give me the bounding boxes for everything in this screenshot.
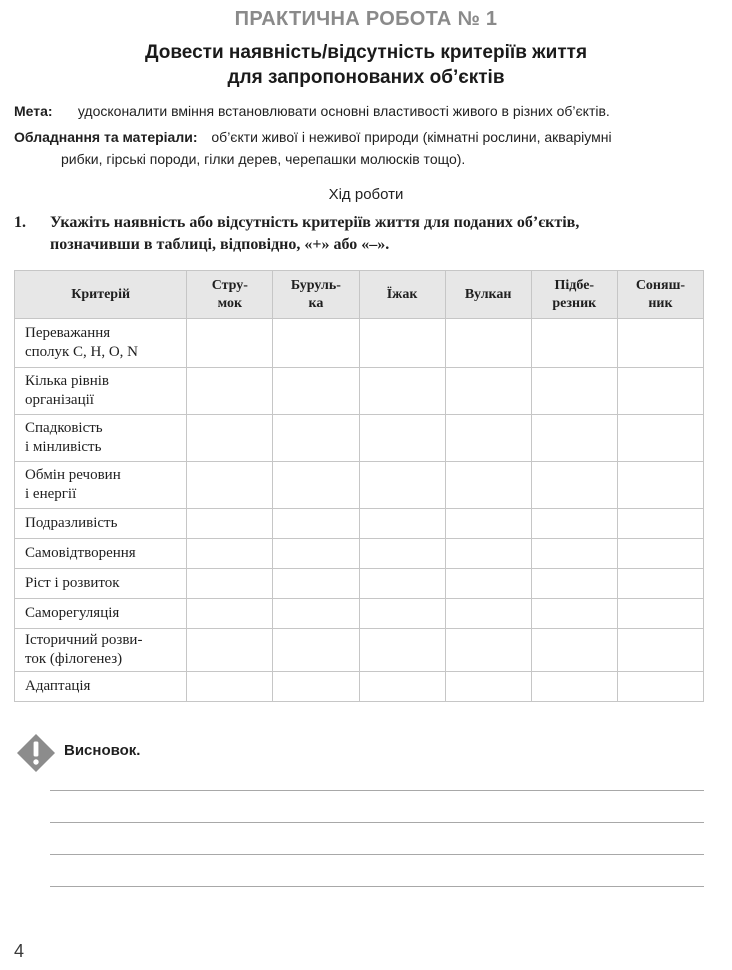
answer-cell[interactable] [617,539,703,569]
equipment-section [14,126,714,170]
answer-cell[interactable] [359,509,445,539]
answer-cell[interactable] [531,569,617,599]
table-row [15,319,704,368]
criterion-cell: Подразливість [15,509,187,539]
answer-cell[interactable] [359,462,445,509]
answer-cell[interactable] [445,539,531,569]
answer-cell[interactable] [617,462,703,509]
criterion-cell: Спадковість і мінливість [15,415,187,462]
criterion-cell: Адаптація [15,672,187,702]
answer-cell[interactable] [531,599,617,629]
subtitle-line-2: для запропонованих об’єктів [227,67,505,88]
answer-cell[interactable] [445,599,531,629]
conclusion-label: Висновок. [64,742,141,759]
column-header-object: Підбе- резник [531,271,617,319]
goal-label: Мета: [14,103,53,119]
table-row [15,368,704,415]
answer-cell[interactable] [617,319,703,368]
goal-section [14,100,714,122]
answer-cell[interactable] [273,599,359,629]
answer-cell[interactable] [273,368,359,415]
equipment-text-line-2: рибки, гірські породи, гілки дерев, черепашки молюсків тощо). [61,151,466,167]
answer-cell[interactable] [273,629,359,672]
answer-cell[interactable] [187,415,273,462]
answer-cell[interactable] [273,569,359,599]
answer-cell[interactable] [531,539,617,569]
criterion-cell: Обмін речовин і енергії [15,462,187,509]
answer-cell[interactable] [187,672,273,702]
answer-cell[interactable] [359,599,445,629]
answer-cell[interactable] [531,415,617,462]
answer-cell[interactable] [445,462,531,509]
column-header-criterion: Критерій [15,271,187,319]
answer-cell[interactable] [359,672,445,702]
answer-cell[interactable] [445,368,531,415]
answer-cell[interactable] [617,672,703,702]
answer-cell[interactable] [445,629,531,672]
table-row [15,509,704,539]
answer-line[interactable] [50,790,704,791]
criterion-cell: Самовідтворення [15,539,187,569]
answer-cell[interactable] [359,539,445,569]
answer-cell[interactable] [531,629,617,672]
answer-cell[interactable] [445,672,531,702]
answer-cell[interactable] [531,672,617,702]
answer-cell[interactable] [617,368,703,415]
answer-cell[interactable] [531,509,617,539]
goal-text: удосконалити вміння встановлювати основні властивості живого в різних об’єктів. [77,103,610,119]
answer-cell[interactable] [187,368,273,415]
answer-cell[interactable] [445,415,531,462]
column-header-object: Соняш- ник [617,271,703,319]
answer-cell[interactable] [273,319,359,368]
answer-cell[interactable] [445,509,531,539]
page-title: ПРАКТИЧНА РОБОТА № 1 [234,8,498,30]
criterion-cell: Історичний розви- ток (філогенез) [15,629,187,672]
answer-cell[interactable] [187,462,273,509]
column-header-object: Стру- мок [187,271,273,319]
table-header-row [15,271,704,319]
subtitle-line-1: Довести наявність/відсутність критеріїв життя [144,42,588,63]
answer-cell[interactable] [187,319,273,368]
task-number: 1. [14,214,26,231]
answer-cell[interactable] [273,462,359,509]
criteria-table [14,270,704,702]
answer-cell[interactable] [531,462,617,509]
answer-cell[interactable] [187,599,273,629]
table-row [15,462,704,509]
work-subtitle [0,40,732,90]
answer-line[interactable] [50,854,704,855]
answer-cell[interactable] [617,629,703,672]
answer-cell[interactable] [187,569,273,599]
answer-cell[interactable] [187,629,273,672]
column-header-object: Буруль- ка [273,271,359,319]
answer-cell[interactable] [445,569,531,599]
criterion-cell: Кілька рівнів організації [15,368,187,415]
table-row [15,569,704,599]
table-row [15,599,704,629]
answer-cell[interactable] [359,415,445,462]
answer-cell[interactable] [617,415,703,462]
table-row [15,672,704,702]
answer-cell[interactable] [617,509,703,539]
table-row [15,415,704,462]
answer-cell[interactable] [617,599,703,629]
task-text-line-2: позначивши в таблиці, відповідно, «+» або «–». [50,236,390,253]
answer-cell[interactable] [273,672,359,702]
answer-cell[interactable] [531,368,617,415]
equipment-text-line-1: об’єкти живої і неживої природи (кімнатні рослини, акваріумні [211,129,612,145]
criterion-cell: Ріст і розвиток [15,569,187,599]
answer-cell[interactable] [359,569,445,599]
answer-cell[interactable] [187,539,273,569]
table-row [15,629,704,672]
equipment-label: Обладнання та матеріали: [14,129,198,145]
criterion-cell: Саморегуляція [15,599,187,629]
table-row [15,539,704,569]
answer-line[interactable] [50,886,704,887]
answer-cell[interactable] [359,629,445,672]
procedure-heading: Хід роботи [328,186,404,203]
answer-cell[interactable] [273,509,359,539]
criterion-cell: Переважання сполук C, H, O, N [15,319,187,368]
answer-cell[interactable] [273,415,359,462]
answer-cell[interactable] [187,509,273,539]
answer-cell[interactable] [273,539,359,569]
exclamation-diamond-icon [16,733,56,773]
task-text-line-1: Укажіть наявність або відсутність критеріїв життя для поданих об’єктів, [50,214,580,231]
column-header-object: Вулкан [445,271,531,319]
answer-cell[interactable] [531,319,617,368]
answer-cell[interactable] [445,319,531,368]
answer-cell[interactable] [359,319,445,368]
task-1 [14,212,714,256]
answer-cell[interactable] [359,368,445,415]
page-number: 4 [14,941,25,961]
answer-line[interactable] [50,822,704,823]
column-header-object: Їжак [359,271,445,319]
answer-cell[interactable] [617,569,703,599]
